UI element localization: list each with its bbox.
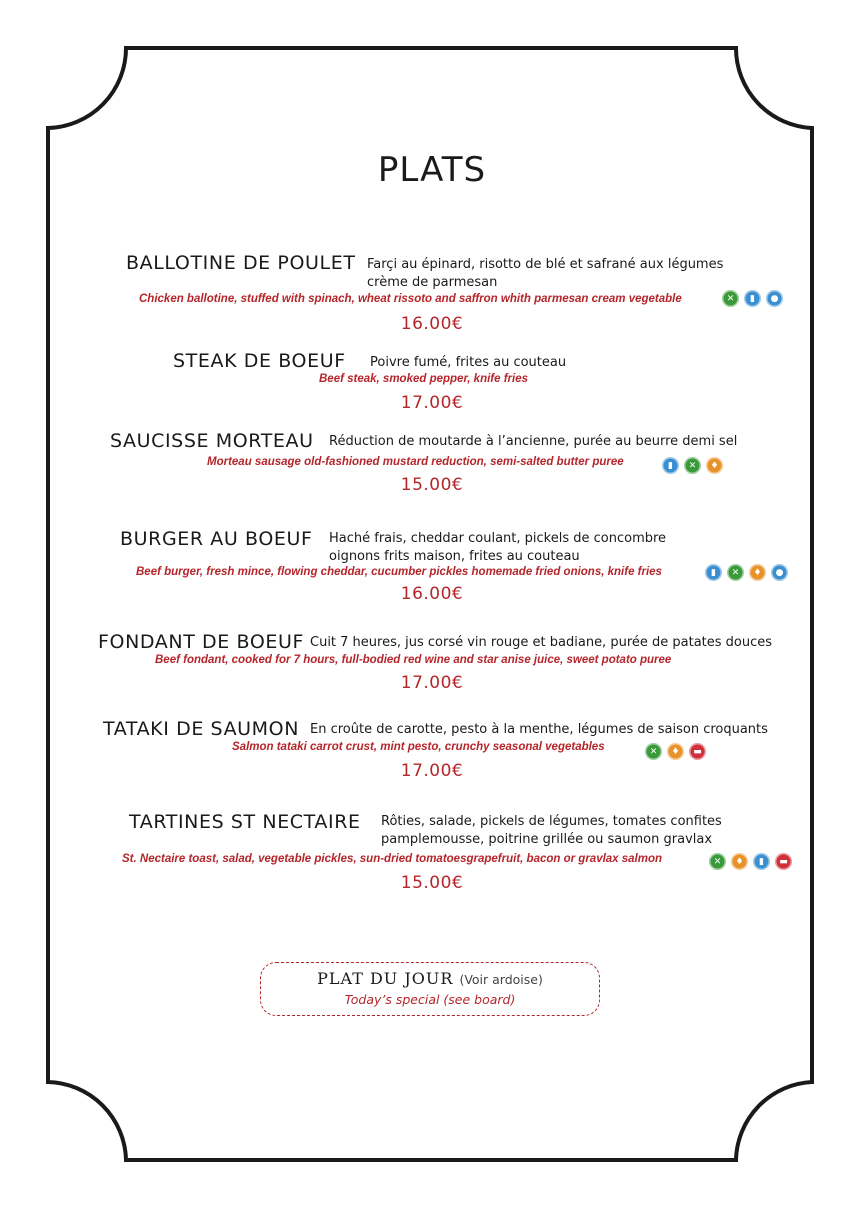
gluten-icon: ✕ bbox=[645, 743, 662, 760]
desc-line: Rôties, salade, pickels de légumes, tomates confites bbox=[381, 814, 722, 829]
daily-special-title-row bbox=[261, 969, 599, 988]
egg-icon: ● bbox=[766, 290, 783, 307]
lactose-icon: ▮ bbox=[705, 564, 722, 581]
dish-english: Beef burger, fresh mince, flowing cheddar, cucumber pickles homemade fried onions, knife fries bbox=[136, 566, 662, 578]
wheat-icon: ♦ bbox=[731, 853, 748, 870]
dish-description bbox=[310, 721, 768, 739]
desc-line: pamplemousse, poitrine grillée ou saumon gravlax bbox=[381, 832, 713, 847]
dish-price: 17.00€ bbox=[400, 673, 464, 693]
daily-special-box bbox=[260, 962, 600, 1016]
desc-line: Farçi au épinard, risotto de blé et safrané aux légumes bbox=[367, 257, 724, 272]
dish-name: FONDANT DE BOEUF bbox=[98, 631, 305, 653]
gluten-icon: ✕ bbox=[722, 290, 739, 307]
dish-description bbox=[310, 634, 772, 652]
daily-special-english: Today’s special (see board) bbox=[344, 992, 516, 1007]
fish-icon: ▬ bbox=[689, 743, 706, 760]
dish-english: St. Nectaire toast, salad, vegetable pickles, sun-dried tomatoesgrapefruit, bacon or gravlax salmon bbox=[122, 853, 663, 865]
dish-price: 15.00€ bbox=[400, 475, 464, 495]
desc-line: oignons frits maison, frites au couteau bbox=[329, 549, 580, 564]
dish-english: Morteau sausage old-fashioned mustard reduction, semi-salted butter puree bbox=[207, 456, 624, 468]
dish-name: BALLOTINE DE POULET bbox=[126, 252, 356, 274]
dish-price: 17.00€ bbox=[400, 761, 464, 781]
gluten-icon: ✕ bbox=[709, 853, 726, 870]
dish-english: Chicken ballotine, stuffed with spinach, wheat rissoto and saffron whith parmesan cream vegetable bbox=[139, 293, 682, 305]
dish-description bbox=[329, 433, 737, 451]
dish-description bbox=[370, 354, 566, 372]
dish-price: 15.00€ bbox=[400, 873, 464, 893]
page-title: PLATS bbox=[377, 150, 487, 190]
dish-price: 17.00€ bbox=[400, 393, 464, 413]
dish-english: Beef fondant, cooked for 7 hours, full-bodied red wine and star anise juice, sweet potato puree bbox=[155, 654, 672, 666]
daily-special-note: (Voir ardoise) bbox=[459, 972, 543, 987]
wheat-icon: ♦ bbox=[749, 564, 766, 581]
dish-name: SAUCISSE MORTEAU bbox=[110, 430, 314, 452]
wheat-icon: ♦ bbox=[667, 743, 684, 760]
gluten-icon: ✕ bbox=[684, 457, 701, 474]
allergen-icons bbox=[709, 853, 792, 870]
dish-name: TARTINES ST NECTAIRE bbox=[129, 811, 361, 833]
dish-english: Salmon tataki carrot crust, mint pesto, crunchy seasonal vegetables bbox=[232, 741, 605, 753]
allergen-icons bbox=[645, 743, 706, 760]
allergen-icons bbox=[705, 564, 788, 581]
gluten-icon: ✕ bbox=[727, 564, 744, 581]
wheat-icon: ♦ bbox=[706, 457, 723, 474]
allergen-icons bbox=[722, 290, 783, 307]
desc-line: Haché frais, cheddar coulant, pickels de concombre bbox=[329, 531, 667, 546]
dish-name: BURGER AU BOEUF bbox=[120, 528, 313, 550]
dish-name: TATAKI DE SAUMON bbox=[103, 718, 300, 740]
lactose-icon: ▮ bbox=[753, 853, 770, 870]
lactose-icon: ▮ bbox=[662, 457, 679, 474]
lactose-icon: ▮ bbox=[744, 290, 761, 307]
desc-line: crème de parmesan bbox=[367, 275, 498, 290]
dish-english: Beef steak, smoked pepper, knife fries bbox=[319, 373, 529, 385]
desc-line: Réduction de moutarde à l’ancienne, purée au beurre demi sel bbox=[329, 434, 738, 449]
dish-description bbox=[329, 530, 666, 566]
desc-line: En croûte de carotte, pesto à la menthe, légumes de saison croquants bbox=[310, 722, 768, 737]
dish-description bbox=[381, 813, 722, 849]
desc-line: Poivre fumé, frites au couteau bbox=[370, 355, 567, 370]
egg-icon: ● bbox=[771, 564, 788, 581]
allergen-icons bbox=[662, 457, 723, 474]
desc-line: Cuit 7 heures, jus corsé vin rouge et badiane, purée de patates douces bbox=[310, 635, 773, 650]
dish-description bbox=[367, 256, 723, 292]
dish-name: STEAK DE BOEUF bbox=[173, 350, 346, 372]
dish-price: 16.00€ bbox=[400, 584, 464, 604]
dish-price: 16.00€ bbox=[400, 314, 464, 334]
daily-special-title: PLAT DU JOUR bbox=[317, 969, 454, 988]
fish-icon: ▬ bbox=[775, 853, 792, 870]
